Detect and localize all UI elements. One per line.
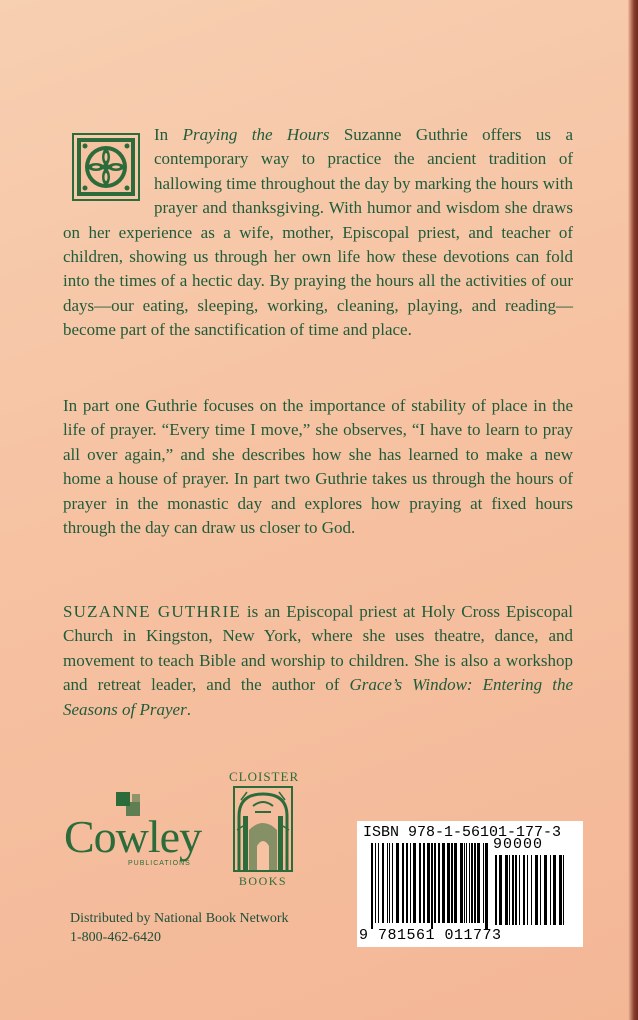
- cowley-wordmark: Cowley: [64, 811, 202, 862]
- distributor-line: Distributed by National Book Network: [70, 911, 289, 926]
- ean-digits: 9 781561 011773: [359, 927, 502, 944]
- barcode-bar: [387, 843, 388, 923]
- barcode-bar: [505, 855, 508, 925]
- price-addon-code: 90000: [493, 836, 544, 853]
- barcode-bar: [544, 855, 547, 925]
- barcode-bar: [464, 843, 465, 923]
- barcode-bar: [469, 843, 470, 923]
- barcode-bar: [515, 855, 517, 925]
- barcode-bar: [442, 843, 445, 923]
- barcode-bar: [402, 843, 404, 923]
- barcode-bar: [413, 843, 416, 923]
- barcode-bar: [471, 843, 473, 923]
- book-title: Praying the Hours: [182, 125, 330, 144]
- barcode-bar: [451, 843, 453, 923]
- barcode-bar: [427, 843, 430, 923]
- barcode-bar: [553, 855, 556, 925]
- barcode-bar: [447, 843, 450, 923]
- barcode-bar: [535, 855, 538, 925]
- barcode-bar: [485, 843, 488, 929]
- barcode-bar: [454, 843, 457, 923]
- cowley-subtitle: PUBLICATIONS: [128, 860, 191, 867]
- barcode-bar: [512, 855, 514, 925]
- barcode-bar: [527, 855, 528, 925]
- barcode-bar: [474, 843, 476, 923]
- barcode-bar: [559, 855, 562, 925]
- author-name: SUZANNE GUTHRIE: [63, 602, 241, 621]
- barcode-bar: [540, 855, 541, 925]
- cowley-publications-logo: [64, 792, 209, 872]
- barcode-bar: [419, 843, 421, 923]
- cloister-books-logo: [229, 769, 300, 900]
- barcode-bar: [431, 843, 433, 929]
- barcode-bar: [392, 843, 393, 923]
- barcode-bar: [438, 843, 440, 923]
- barcode-bar: [466, 843, 467, 923]
- barcode-bar: [460, 843, 463, 923]
- cloister-bottom-text: BOOKS: [238, 874, 288, 888]
- barcode-bar: [523, 855, 525, 925]
- barcode-bar: [396, 843, 399, 923]
- barcode-bar: [375, 843, 376, 923]
- barcode-bar: [423, 843, 425, 923]
- isbn-label: ISBN 978-1-56101-177-3: [363, 824, 562, 841]
- spine-edge: [628, 0, 638, 1020]
- addon-barcode-bars: [495, 855, 579, 931]
- barcode-bar: [382, 843, 384, 923]
- barcode-bar: [550, 855, 551, 925]
- barcode-bar: [378, 843, 379, 923]
- barcode-bar: [406, 843, 408, 923]
- barcode-bar: [371, 843, 373, 929]
- distributor-phone: 1-800-462-6420: [70, 930, 161, 945]
- barcode-bar: [410, 843, 411, 923]
- barcode-bar: [519, 855, 520, 925]
- barcode-bar: [483, 843, 484, 923]
- description-paragraph-1: In Praying the Hours Suzanne Guthrie offers us a contemporary way to practice the ancient tradition of hallowing time throughout the day by marking the hours with prayer and thanksgiving. With humor and wisdom she draws on her experience as a wife, mother, Episcopal priest, and teacher of children, showing us through her own life how these devotions can fold into the times of a hectic day. By praying the hours all the activities of our days—our eating, sleeping, working, cleaning, playing, and reading—become part of the sanctification of time and place.: [63, 125, 573, 340]
- distribution-info: [70, 909, 289, 947]
- barcode-bar: [477, 843, 480, 923]
- barcode-bar: [563, 855, 564, 925]
- ean-barcode-bars: [371, 843, 491, 931]
- barcode-bar: [531, 855, 532, 925]
- other-book-title: Grace’s Window: Entering the Seasons of Prayer: [63, 675, 573, 719]
- barcode-bar: [509, 855, 510, 925]
- barcode-bar: [495, 855, 497, 925]
- ornament-icon: [72, 133, 140, 201]
- description-paragraph-2: In part one Guthrie focuses on the importance of stability of place in the life of prayer. “Every time I move,” she observes, “I have to learn to pray all over again,” and she describes how she has learned to make a new home a house of prayer. In part two Guthrie takes us through the hours of prayer in the monastic day and explores how praying at fixed hours through the day can draw us closer to God.: [63, 396, 573, 538]
- cloister-arch-icon: [233, 786, 293, 872]
- author-bio: SUZANNE GUTHRIE is an Episcopal priest at Holy Cross Episcopal Church in Kingston, New York, where she uses theatre, dance, and movement to teach Bible and worship to children. She is also a workshop and retreat leader, and the author of Grace’s Window: Entering the Seasons of Prayer.: [63, 602, 573, 719]
- barcode-bar: [434, 843, 436, 923]
- barcode-bar: [499, 855, 502, 925]
- cloister-top-text: CLOISTER: [229, 769, 300, 784]
- isbn-barcode: [357, 821, 583, 947]
- barcode-bar: [389, 843, 390, 923]
